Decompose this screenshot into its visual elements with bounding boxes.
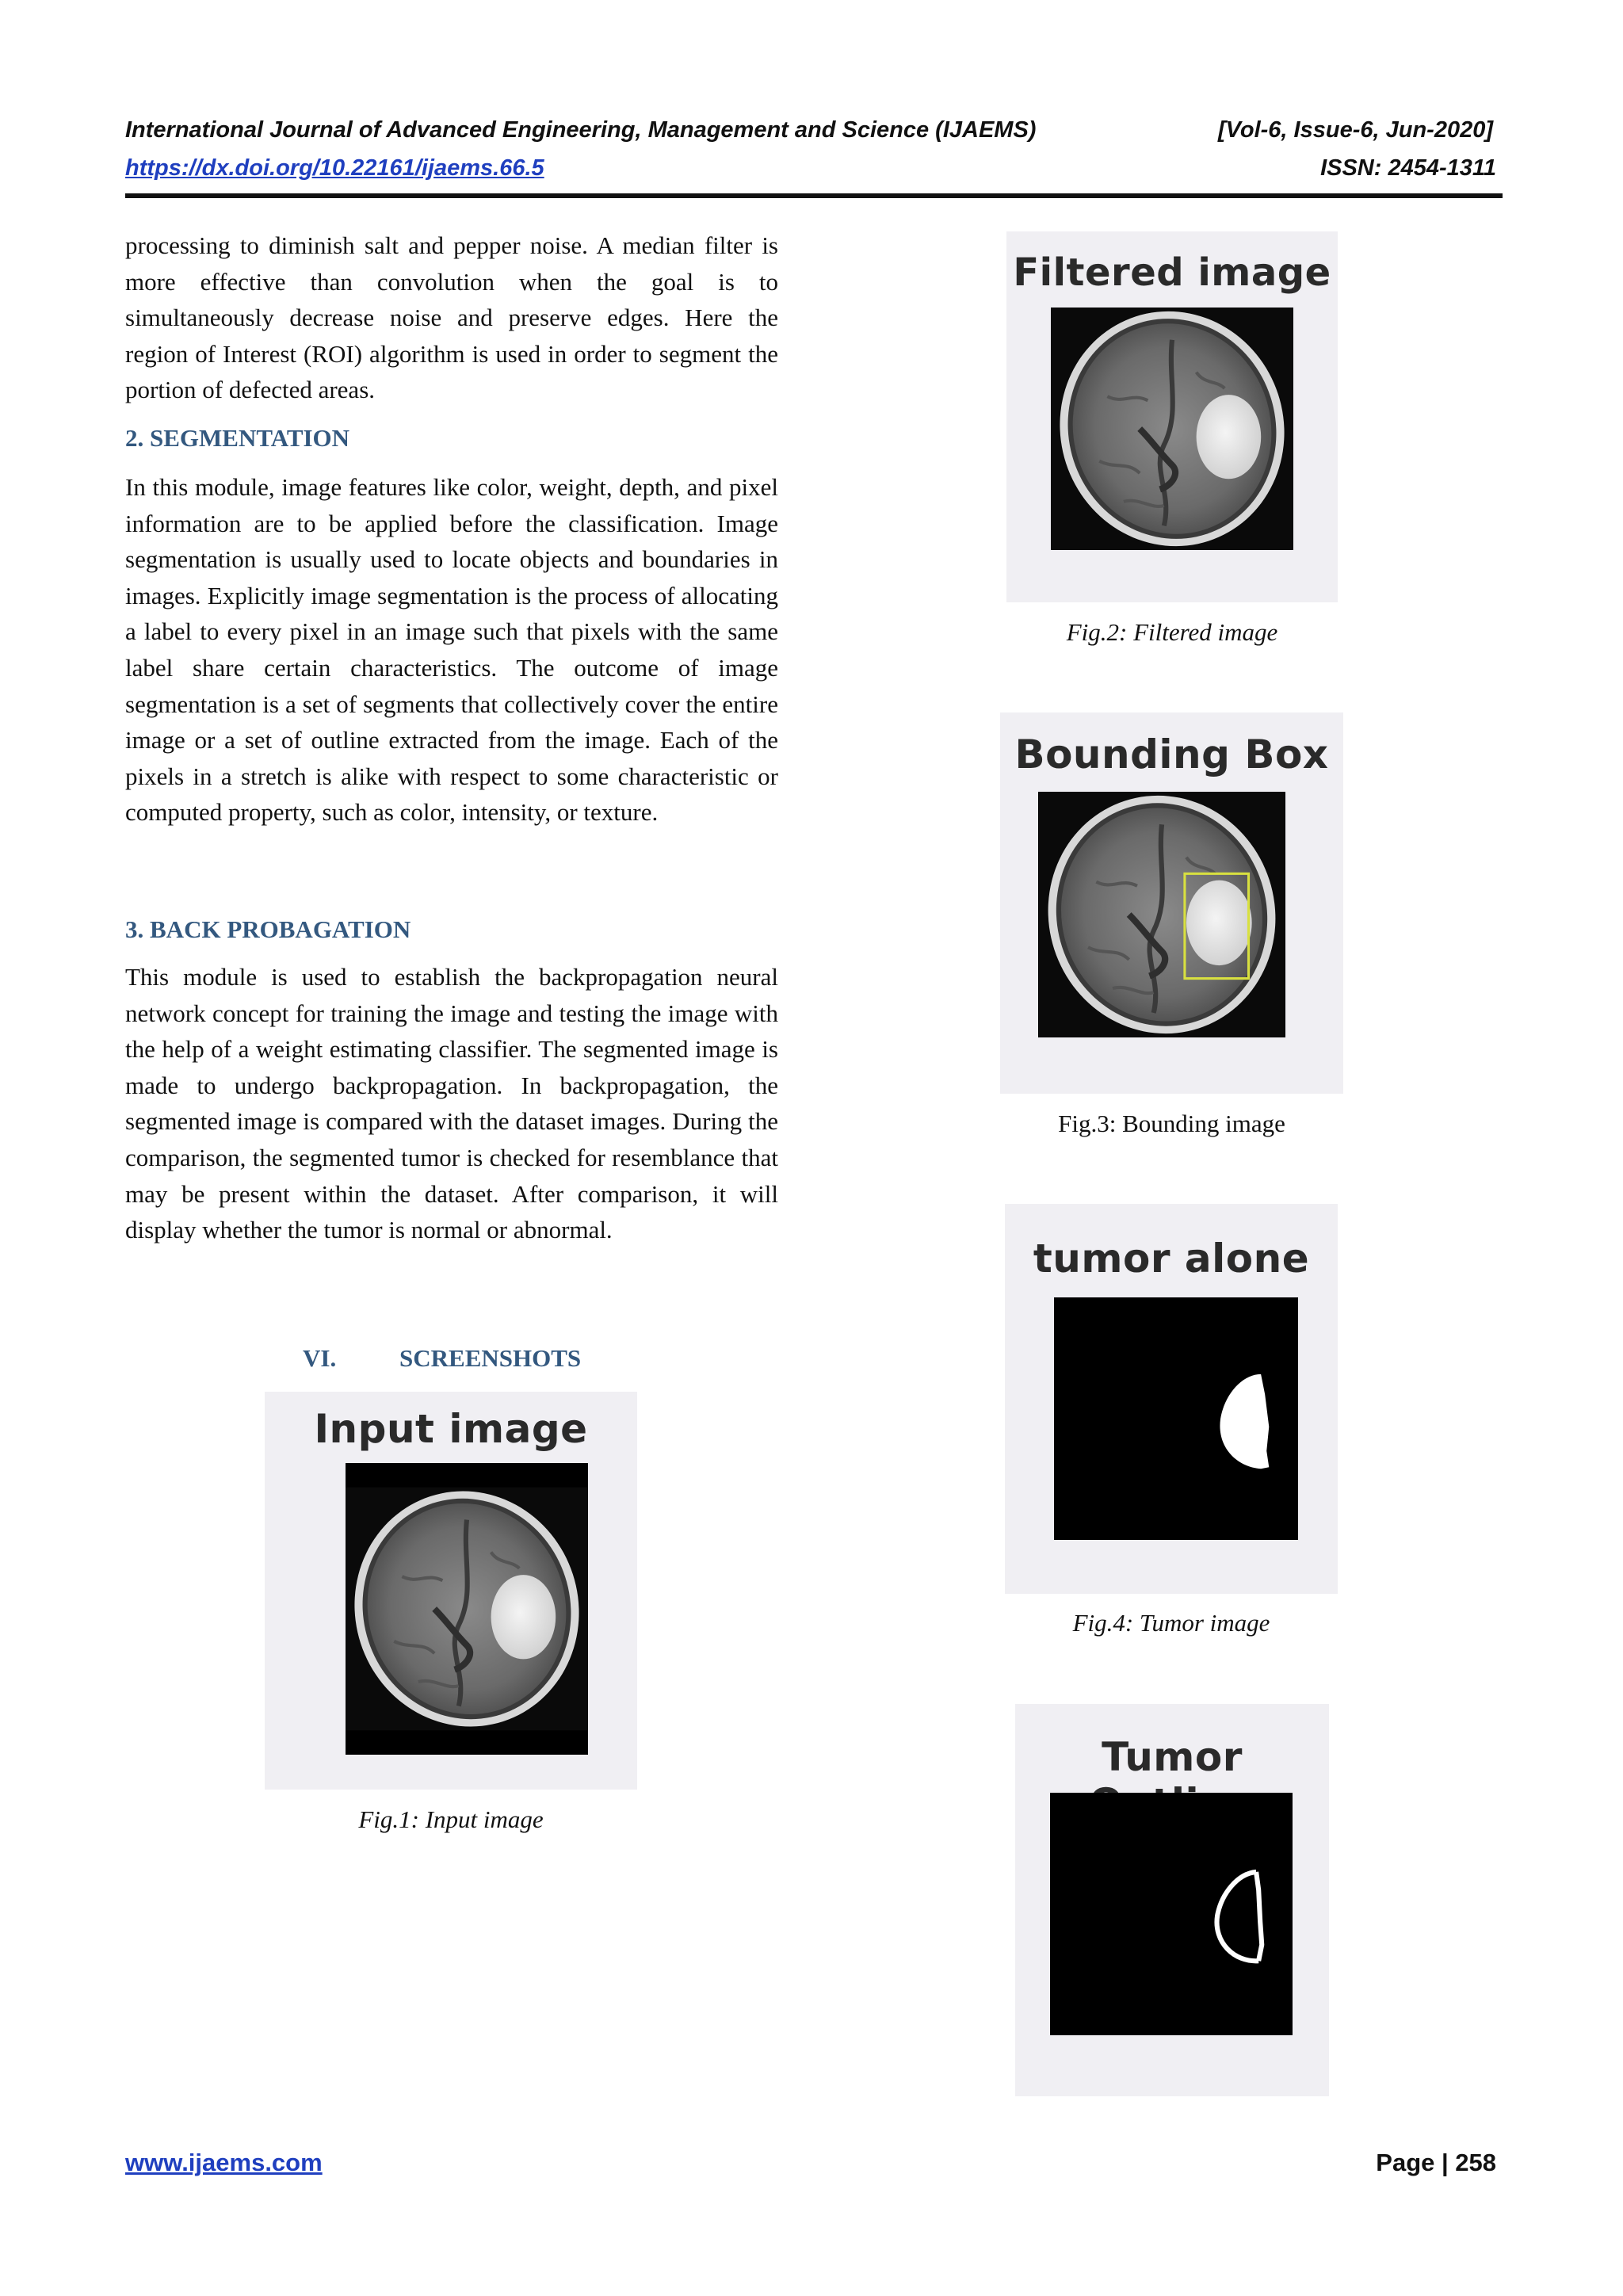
- caption-fig3: Fig.3: Bounding image: [1058, 1110, 1285, 1137]
- paragraph-backprop: This module is used to establish the backpropagation neural network concept for training the image and testing the image with the help of a weight estimating classifier. The segmented image is made to undergo backpropagation. In backpropagation, the segmented image is compared with the dataset images. During the comparison, the segmented tumor is checked for resemblance that may be present within the dataset. After comparison, it will display whether the tumor is normal or abnormal.: [125, 963, 778, 1244]
- brain-scan-image: [1038, 792, 1285, 1037]
- left-column-text: [125, 227, 778, 408]
- caption-fig2: Fig.2: Filtered image: [1066, 618, 1278, 646]
- issn: ISSN: 2454-1311: [1320, 155, 1496, 181]
- figure-title: Input image: [314, 1406, 588, 1452]
- tumor-mask-image: [1054, 1297, 1298, 1540]
- page-number: Page | 258: [1376, 2149, 1496, 2176]
- caption-fig4: Fig.4: Tumor image: [1072, 1609, 1270, 1637]
- figure-title: tumor alone: [1033, 1236, 1310, 1282]
- brain-scan-image: [1051, 308, 1293, 550]
- figure-title: Bounding Box: [1014, 732, 1329, 777]
- tumor-outline-image: [1050, 1793, 1293, 2035]
- doi-link[interactable]: https://dx.doi.org/10.22161/ijaems.66.5: [125, 155, 544, 181]
- section-title: SCREENSHOTS: [399, 1344, 582, 1372]
- volume-info: [Vol-6, Issue-6, Jun-2020]: [1217, 117, 1493, 143]
- header-rule: [125, 193, 1503, 198]
- heading-segmentation: 2. SEGMENTATION: [125, 424, 350, 452]
- brain-scan-image: [346, 1463, 588, 1755]
- section-number: VI.: [303, 1344, 337, 1372]
- figure-title: Tumor: [1102, 1734, 1243, 1780]
- segmentation-text-block: [125, 469, 778, 831]
- paragraph-intro: processing to diminish salt and pepper noise. A median filter is more effective than convolution when the goal is to simultaneously decrease noise and preserve edges. Here the region of Interest (ROI) algorithm is used in order to segment the portion of defected areas.: [125, 231, 778, 404]
- doi-container: [125, 155, 544, 181]
- footer-website-link[interactable]: www.ijaems.com: [125, 2149, 323, 2176]
- backprop-text-block: [125, 959, 778, 1248]
- figure-title: Filtered image: [1013, 250, 1331, 295]
- journal-title: International Journal of Advanced Engineering, Management and Science (IJAEMS): [125, 117, 1037, 143]
- figure-input-image: [265, 1392, 637, 1790]
- figure-tumor-outline: [1015, 1704, 1329, 2096]
- paragraph-segmentation: In this module, image features like color, weight, depth, and pixel information are to be applied before the classification. Image segmentation is usually used to locate objects and boundaries in images. Explicitly image segmentation is the process of allocating a label to every pixel in an image such that pixels with the same label share certain characteristics. The outcome of image segmentation is a set of segments that collectively cover the entire image or a set of outline extracted from the image. Each of the pixels in a stretch is alike with respect to some characteristic or computed property, such as color, intensity, or texture.: [125, 473, 778, 827]
- figure-tumor-alone: [1005, 1204, 1338, 1594]
- heading-backprop: 3. BACK PROBAGATION: [125, 915, 411, 943]
- figure-filtered-image: [1006, 231, 1338, 602]
- figure-bounding-box: [1000, 712, 1343, 1094]
- caption-fig1: Fig.1: Input image: [358, 1805, 544, 1833]
